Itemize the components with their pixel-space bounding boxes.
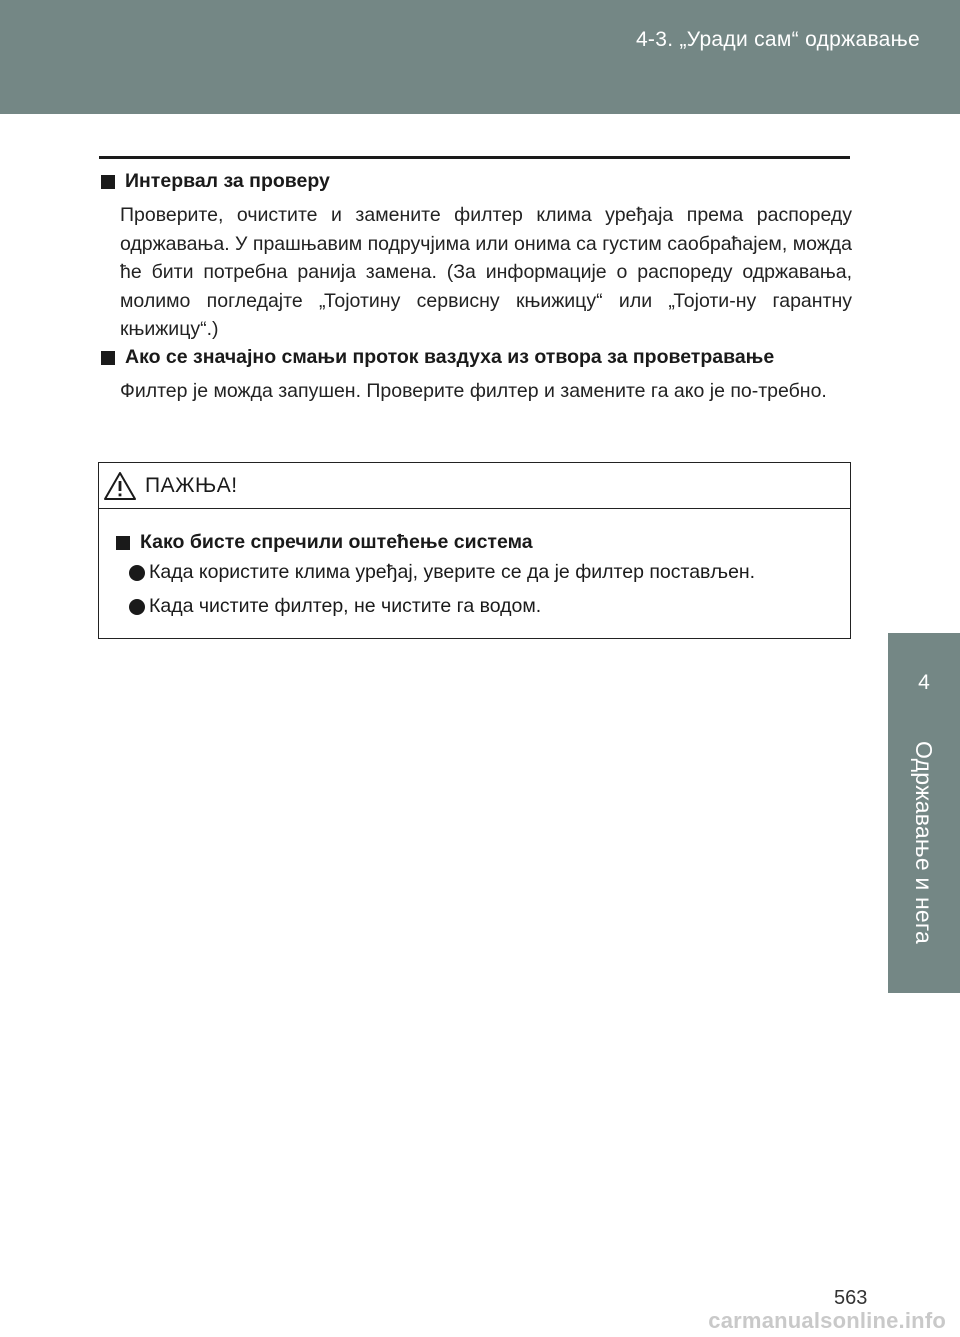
page-number: 563: [834, 1287, 868, 1309]
square-bullet-icon: [101, 175, 115, 189]
round-bullet-icon: [129, 565, 145, 581]
section-body: Проверите, очистите и замените филтер клима уређаја према распореду одржавања. У прашњавим подручјима или онима са густим саобраћајем, можда ће бити потребна ранија замена. (За информације о распореду одржавања, молимо погледајте „Тојотину сервисну књижицу“ или „Тојоти-ну гарантну књижицу“.): [120, 204, 852, 340]
round-bullet-icon: [129, 599, 145, 615]
warning-triangle-icon: [103, 471, 137, 501]
top-divider: [99, 156, 850, 159]
chapter-label: Одржавање и нега: [911, 741, 937, 945]
section-body: Филтер је можда запушен. Проверите филтер и замените га ако је по-требно.: [120, 380, 827, 402]
chapter-number: 4: [918, 671, 930, 694]
section-reduced-airflow: [99, 346, 852, 406]
caution-subheading-text: Како бисте спречили оштећење система: [140, 531, 533, 553]
caution-box: [98, 462, 851, 639]
section-heading-text: Интервал за проверу: [125, 170, 330, 192]
section-check-interval: [99, 170, 852, 344]
square-bullet-icon: [101, 351, 115, 365]
caution-subheading: [114, 531, 533, 554]
square-bullet-icon: [116, 536, 130, 550]
caution-header: [99, 463, 850, 509]
section-heading: [99, 170, 852, 193]
caution-title: ПАЖЊА!: [145, 473, 238, 497]
header-bar: [0, 0, 960, 114]
chapter-title: 4-3. „Уради сам“ одржавање: [635, 28, 920, 51]
caution-bullet-text: Када чистите филтер, не чистите га водом.: [149, 595, 542, 617]
watermark: carmanualsonline.info: [708, 1308, 946, 1333]
chapter-side-tab: [888, 633, 960, 993]
caution-bullet-text: Када користите клима уређај, уверите се да је филтер постављен.: [149, 561, 756, 583]
caution-bullet: [129, 561, 755, 584]
caution-bullet: [129, 595, 541, 618]
section-heading-text: Ако се значајно смањи проток ваздуха из отвора за проветравање: [125, 346, 775, 368]
section-heading: [99, 346, 852, 369]
